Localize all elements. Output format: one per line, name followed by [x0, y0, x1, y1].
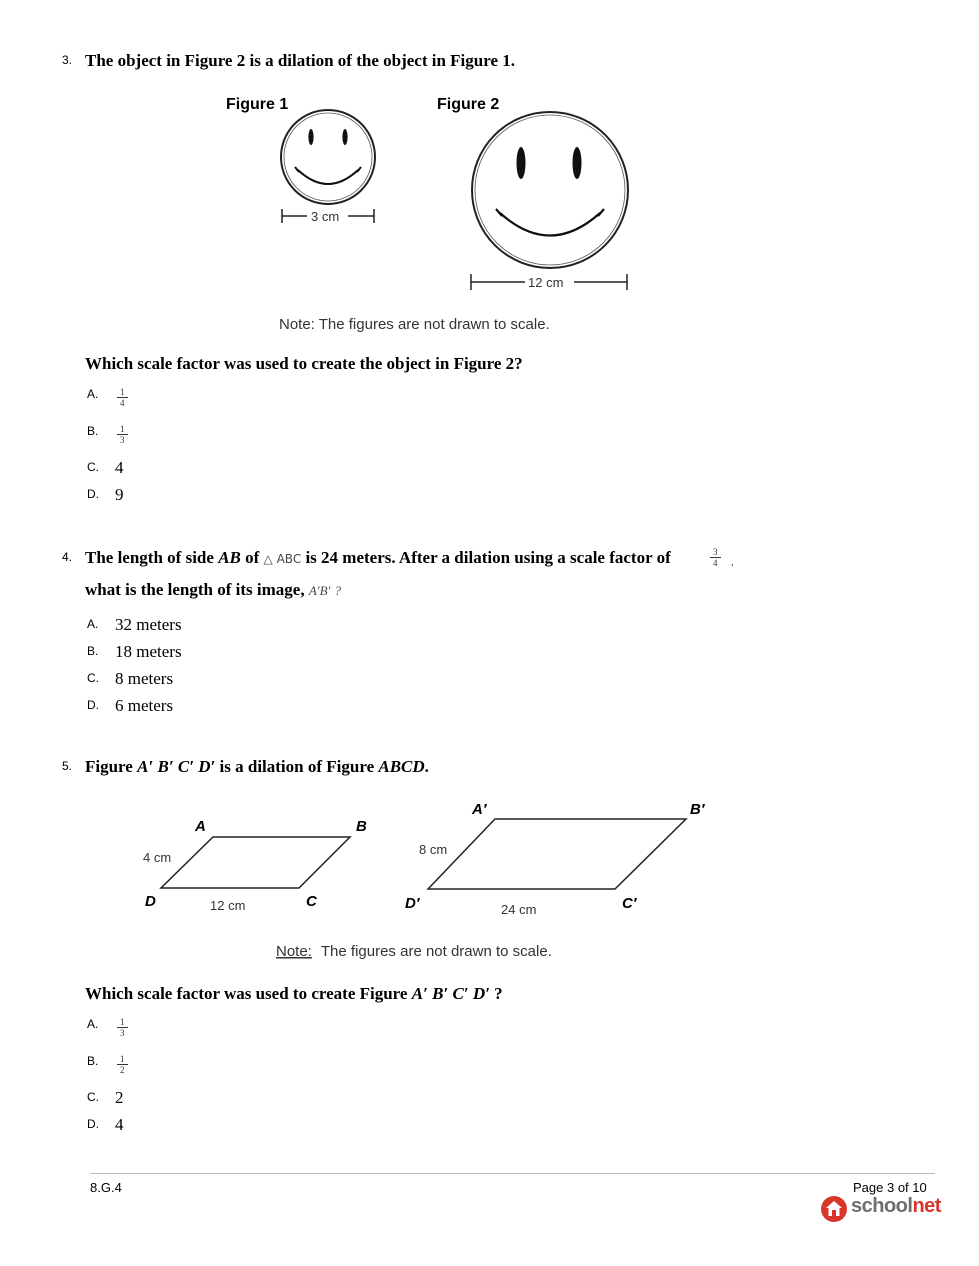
option-letter: C.	[87, 460, 99, 474]
option-a-fraction[interactable]: $\frac{1}{3}$	[117, 1017, 128, 1038]
option-c-value[interactable]: 2	[115, 1088, 124, 1107]
option-a-fraction[interactable]: $\frac{1}{4}$	[117, 387, 128, 408]
vertex-c: C	[306, 893, 317, 910]
vertex-b-prime: B′	[690, 801, 705, 818]
question-text: The length of side AB of △ ABC is 24 meters. After a dilation using a scale factor of	[85, 548, 671, 567]
house-icon	[820, 1195, 848, 1223]
base-12cm: 12 cm	[210, 898, 246, 913]
option-letter: A.	[87, 617, 99, 631]
comma: ,	[731, 556, 734, 568]
vertex-d: D	[145, 893, 156, 910]
figure2-label: Figure 2	[437, 96, 500, 113]
question-text: The object in Figure 2 is a dilation of the object in Figure 1.	[85, 51, 516, 70]
logo-text-net: net	[912, 1195, 941, 1217]
footer-divider	[90, 1173, 935, 1174]
small-smiley-icon	[281, 110, 375, 204]
question-number: 5.	[62, 759, 73, 773]
question-text: Figure A′ B′ C′ D′ is a dilation of Figure ABCD.	[85, 757, 429, 776]
option-letter: C.	[87, 671, 99, 685]
question-prompt: Which scale factor was used to create the object in Figure 2?	[85, 354, 523, 373]
vertex-a-prime: A′	[472, 801, 487, 818]
base-24cm: 24 cm	[501, 902, 537, 917]
question-prompt: Which scale factor was used to create Figure A′ B′ C′ D′ ?	[85, 984, 503, 1003]
question-number: 4.	[62, 550, 73, 564]
option-d-value[interactable]: 4	[115, 1115, 124, 1134]
standard-code: 8.G.4	[90, 1180, 122, 1195]
option-d-value[interactable]: 6 meters	[115, 696, 174, 715]
parallelogram-abcd-prime	[428, 819, 686, 889]
option-letter: D.	[87, 698, 99, 712]
option-b-fraction[interactable]: $\frac{1}{3}$	[117, 424, 128, 445]
option-d-value[interactable]: 9	[115, 485, 124, 504]
option-letter: A.	[87, 387, 99, 401]
vertex-b: B	[356, 818, 367, 835]
figure-note: Note: The figures are not drawn to scale.	[279, 316, 550, 333]
measure-3cm-label: 3 cm	[311, 209, 340, 224]
parallelogram-dilation-figure	[0, 790, 979, 970]
schoolnet-logo	[820, 1194, 941, 1224]
vertex-d-prime: D′	[405, 895, 420, 912]
option-c-value[interactable]: 8 meters	[115, 669, 174, 688]
figure-note: Note:	[276, 943, 312, 960]
option-letter: B.	[87, 1054, 99, 1068]
option-letter: D.	[87, 487, 99, 501]
question-number: 3.	[62, 53, 73, 67]
smiley-dilation-figure	[0, 0, 979, 345]
option-letter: B.	[87, 644, 99, 658]
figure1-label: Figure 1	[226, 96, 289, 113]
option-letter: C.	[87, 1090, 99, 1104]
option-c-value[interactable]: 4	[115, 458, 124, 477]
option-letter: D.	[87, 1117, 99, 1131]
vertex-a: A	[195, 818, 206, 835]
option-b-value[interactable]: 18 meters	[115, 642, 182, 661]
figure-note-rest: The figures are not drawn to scale.	[317, 943, 552, 960]
side-4cm: 4 cm	[143, 850, 172, 865]
side-8cm: 8 cm	[419, 842, 448, 857]
parallelogram-abcd	[161, 837, 350, 888]
vertex-c-prime: C′	[622, 895, 637, 912]
option-letter: A.	[87, 1017, 99, 1031]
logo-text-school: school	[851, 1195, 913, 1217]
question-text-line2: what is the length of its image, A′B′ ?	[85, 580, 342, 599]
large-smiley-icon	[472, 112, 628, 268]
scale-factor-fraction: $\frac{3}{4}$	[710, 547, 721, 568]
page-number: Page 3 of 10	[853, 1180, 927, 1195]
measure-12cm-label: 12 cm	[528, 275, 564, 290]
option-letter: B.	[87, 424, 99, 438]
option-b-fraction[interactable]: $\frac{1}{2}$	[117, 1054, 128, 1075]
option-a-value[interactable]: 32 meters	[115, 615, 182, 634]
